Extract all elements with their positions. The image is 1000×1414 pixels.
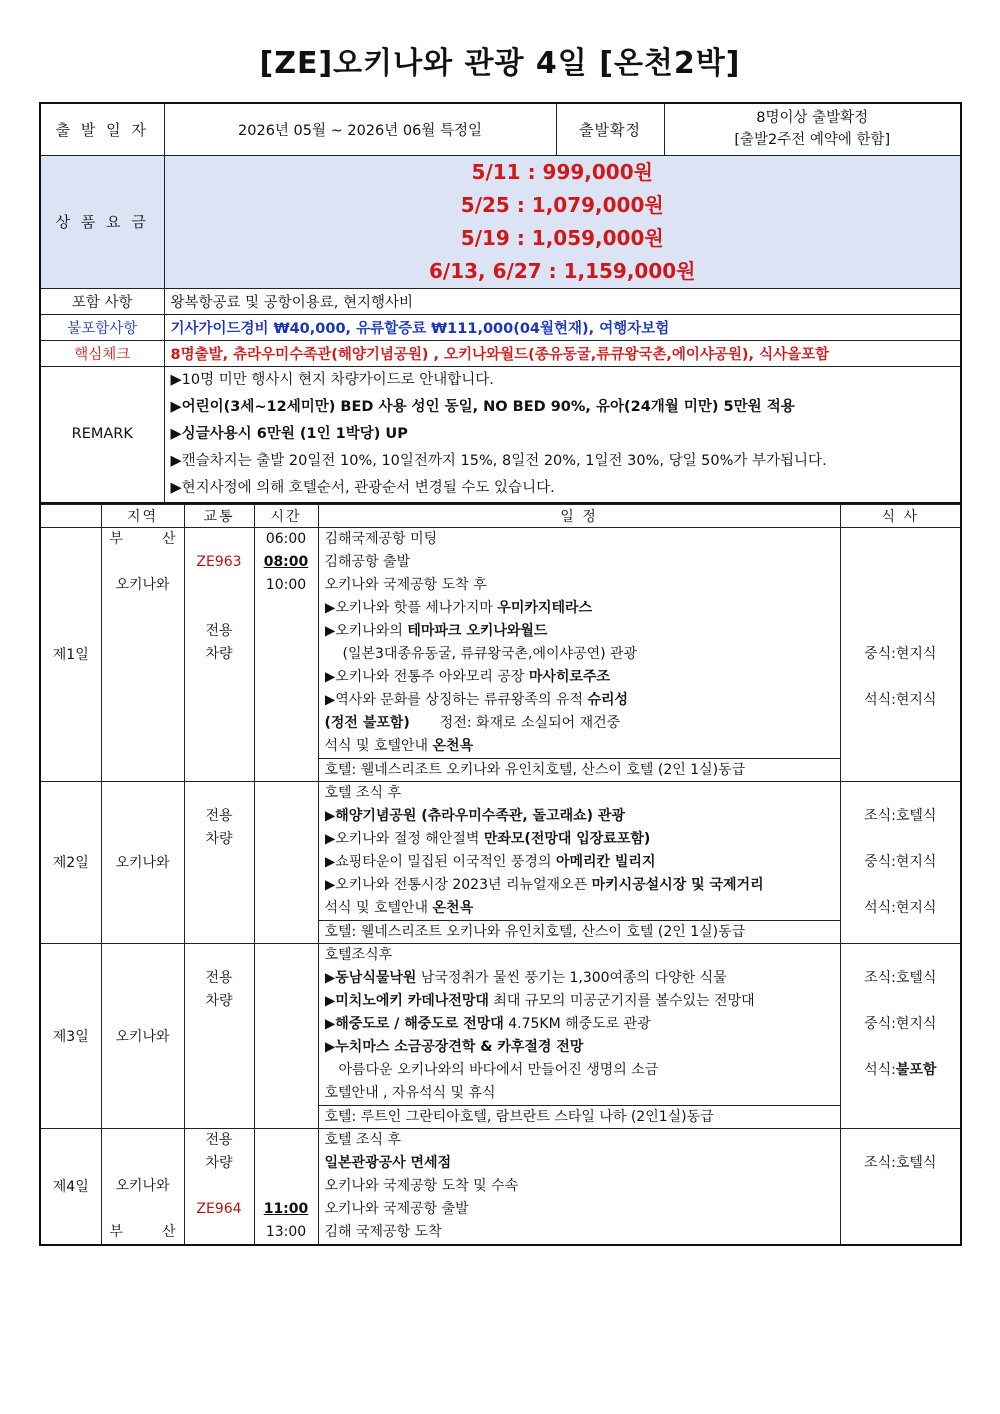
schedule-line: ▶역사와 문화를 상징하는 류큐왕족의 유적 슈리성 [324,691,629,708]
hotel-line: 호텔: 루트인 그란티아호텔, 람브란트 스타일 나하 (2인1실)동급 [319,1105,840,1128]
time-value: 10:00 [265,576,307,593]
transport-line: 전용 [205,1131,233,1148]
transport-cell [184,527,254,781]
schedule-line: 호텔 조식 후 [324,784,402,801]
transport-line: 차량 [205,992,233,1009]
remark-line: ▶현지사정에 의해 호텔순서, 관광순서 변경될 수도 있습니다. [170,479,555,496]
day-row [40,943,961,1128]
schedule-line: ▶미치노에키 카데나전망대 최대 규모의 미공군기지를 볼수있는 전망대 [324,992,755,1009]
transport-cell [184,781,254,943]
itinerary-document [39,102,962,1246]
remark-list [164,366,961,503]
included-value: 왕복항공료 및 공항이용료, 현지행사비 [164,288,961,314]
itinerary-day-header [40,504,101,527]
region-line: 오키나와 [115,1177,170,1194]
confirm-line-2: [출발2주전 예약에 한함] [734,132,891,149]
time-cell [254,943,318,1128]
remark-line: ▶싱글사용시 6만원 (1인 1박당) UP [170,425,408,442]
meal-item: 중식:현지식 [864,1015,937,1032]
schedule-line: ▶쇼핑타운이 밀집된 이국적인 풍경의 아메리칸 빌리지 [324,853,656,870]
time-value: 08:00 [263,553,309,570]
schedule-line: ▶해양기념공원 (츄라우미수족관, 돌고래쇼) 관광 [324,807,625,824]
confirm-label: 출발확정 [556,103,664,155]
schedule-line: 김해 국제공항 도착 [324,1223,442,1240]
day-label: 제1일 [40,527,101,781]
schedule-line: 호텔 조식 후 [324,1131,402,1148]
region-line: 부 산 [109,1223,176,1240]
price-list [164,155,961,288]
schedule-header: 일 정 [318,504,840,527]
region-cell: 오키나와 [101,781,184,943]
day-label: 제3일 [40,943,101,1128]
time-cell [254,1128,318,1245]
time-value: 06:00 [265,530,307,547]
day-row [40,527,961,781]
price-line: 6/13, 6/27 : 1,159,000원 [428,258,696,283]
transport-cell [184,943,254,1128]
depart-label: 출 발 일 자 [40,103,164,155]
page-title: [ZE]오키나와 관광 4일 [온천2박] [259,46,741,81]
meal-item: 중식:현지식 [864,645,937,662]
transport-header: 교통 [184,504,254,527]
meal-item: 석식:현지식 [864,899,937,916]
schedule-line: ▶오키나와 전통주 아와모리 공장 마사히로주조 [324,668,611,685]
schedule-line: ▶오키나와 전통시장 2023년 리뉴얼재오픈 마키시공설시장 및 국제거리 [324,876,764,893]
remark-line: ▶10명 미만 행사시 현지 차량가이드로 안내합니다. [170,371,494,388]
region-cell [101,1128,184,1245]
depart-value: 2026년 05월 ~ 2026년 06월 특정일 [164,103,556,155]
meal-cell [840,943,961,1128]
transport-cell [184,1128,254,1245]
hotel-line: 호텔: 웰네스리조트 오키나와 유인치호텔, 산스이 호텔 (2인 1실)동급 [319,758,840,781]
transport-line [185,528,254,551]
excluded-label: 불포함사항 [40,314,164,340]
schedule-cell [318,781,840,943]
time-cell [254,781,318,943]
key-check-value: 8명출발, 츄라우미수족관(해양기념공원) , 오키나와월드(종유동굴,류큐왕국촌,에이샤공원), 식사올포함 [164,340,961,366]
region-line: 오키나와 [115,576,170,593]
region-cell: 오키나와 [101,943,184,1128]
schedule-line: 호텔조식후 [324,946,393,963]
schedule-line: 호텔안내 , 자유석식 및 휴식 [324,1084,496,1101]
confirm-line-1: 8명이상 출발확정 [756,110,869,127]
schedule-line: ▶해중도로 / 해중도로 전망대 4.75KM 해중도로 관광 [324,1015,651,1032]
transport-line: 차량 [205,830,233,847]
time-value: 11:00 [263,1200,309,1217]
region-header: 지역 [101,504,184,527]
transport-line [185,1175,254,1198]
flight-number: ZE963 [196,553,242,570]
schedule-line: 석식 및 호텔안내 온천욕 [324,737,474,754]
price-line: 5/11 : 999,000원 [471,159,653,184]
excluded-value: 기사가이드경비 ₩40,000, 유류할증료 ₩111,000(04월현재), 여행자보험 [164,314,961,340]
schedule-line: 일본관광공사 면세점 [324,1154,452,1171]
meal-item: 석식:현지식 [864,691,937,708]
schedule-line: ▶동남식물낙원 남국정취가 물씬 풍기는 1,300여종의 다양한 식물 [324,969,727,986]
transport-line: 전용 [205,969,233,986]
schedule-line: (일본3대종유동굴, 류큐왕국촌,에이샤공연) 관광 [342,645,638,662]
region-line: 부 산 [109,530,176,547]
remark-label: REMARK [40,366,164,503]
schedule-line: 김해공항 출발 [324,553,411,570]
schedule-line: ▶오키나와의 테마파크 오키나와월드 [324,622,548,639]
transport-line: 차량 [205,1154,233,1171]
meal-cell [840,781,961,943]
schedule-cell [318,1128,840,1245]
transport-line: 전용 [205,807,233,824]
day-label: 제4일 [40,1128,101,1245]
schedule-line: 오키나와 국제공항 도착 후 [324,576,487,593]
schedule-line: 아름다운 오키나와의 바다에서 만들어진 생명의 소금 [338,1061,659,1078]
transport-line [185,574,254,597]
schedule-line: 오키나와 국제공항 도착 및 수속 [324,1177,519,1194]
region-cell [101,527,184,781]
day-row [40,1128,961,1245]
transport-line: 차량 [205,645,233,662]
meal-cell [840,527,961,781]
time-cell [254,527,318,781]
confirm-value [664,103,961,155]
price-label: 상 품 요 금 [40,155,164,288]
schedule-line: (정전 불포함) 정전: 화재로 소실되어 재건중 [324,714,621,731]
meal-item: 조식:호텔식 [864,807,937,824]
transport-line [185,597,254,620]
meal-item: 조식:호텔식 [864,1154,937,1171]
schedule-line: ▶오키나와 절정 해안절벽 만좌모(전망대 입장료포함) [324,830,651,847]
itinerary-table [39,504,962,1246]
schedule-line: 오키나와 국제공항 출발 [324,1200,469,1217]
schedule-cell [318,527,840,781]
price-line: 5/25 : 1,079,000원 [460,192,664,217]
meal-item: 조식:호텔식 [864,969,937,986]
included-label: 포함 사항 [40,288,164,314]
meal-cell [840,1128,961,1245]
schedule-line: 김해국제공항 미팅 [324,530,438,547]
remark-line: ▶캔슬차지는 출발 20일전 10%, 10일전까지 15%, 8일전 20%, 1일전 30%, 당일 50%가 부가됩니다. [170,452,827,469]
day-row [40,781,961,943]
day-label: 제2일 [40,781,101,943]
schedule-line: ▶오키나와 핫플 세나가지마 우미카지테라스 [324,599,593,616]
meal-item: 석식:불포함 [864,1061,937,1078]
meals-header: 식 사 [840,504,961,527]
schedule-cell [318,943,840,1128]
transport-line: 전용 [205,622,233,639]
key-check-label: 핵심체크 [40,340,164,366]
time-header: 시간 [254,504,318,527]
schedule-line: 석식 및 호텔안내 온천욕 [324,899,474,916]
transport-line [185,1221,254,1244]
remark-line: ▶어린이(3세~12세미만) BED 사용 성인 동일, NO BED 90%, 유아(24개월 미만) 5만원 적용 [170,398,795,415]
hotel-line: 호텔: 웰네스리조트 오키나와 유인치호텔, 산스이 호텔 (2인 1실)동급 [319,920,840,943]
flight-number: ZE964 [196,1200,242,1217]
summary-table [39,102,962,504]
schedule-line: ▶누치마스 소금공장견학 & 카후절경 전망 [324,1038,584,1055]
price-line: 5/19 : 1,059,000원 [460,225,664,250]
region-line [102,551,184,574]
time-value: 13:00 [265,1223,307,1240]
meal-item: 중식:현지식 [864,853,937,870]
